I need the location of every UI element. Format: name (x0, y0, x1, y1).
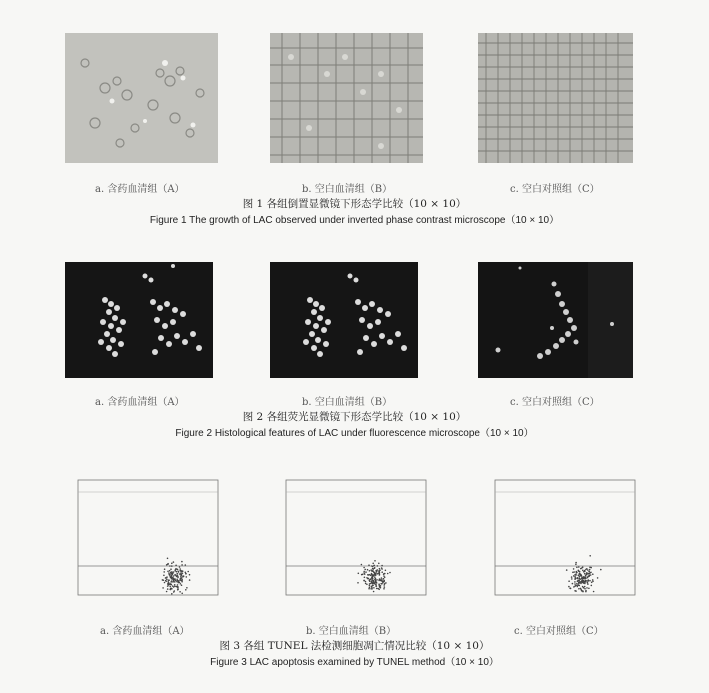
fig2-title-zh: 图 2 各组荧光显微镜下形态学比较（10 × 10） (242, 411, 467, 423)
scatter-event-dot (582, 566, 584, 568)
scatter-event-dot (588, 575, 590, 577)
scatter-event-dot (358, 573, 360, 575)
scatter-event-dot (589, 580, 591, 582)
scatter-event-dot (177, 587, 179, 589)
scatter-event-dot (378, 563, 380, 565)
scatter-event-dot (576, 583, 578, 585)
scatter-event-dot (372, 568, 374, 570)
plot-frame (495, 480, 635, 595)
scatter-event-dot (372, 576, 374, 578)
plot-frame (286, 480, 426, 595)
scatter-event-dot (365, 571, 367, 573)
scatter-event-dot (177, 589, 179, 591)
scatter-event-dot (370, 575, 372, 577)
scatter-event-dot (171, 588, 173, 590)
scatter-event-dot (369, 587, 371, 589)
scatter-event-dot (166, 591, 168, 593)
scatter-event-dot (371, 573, 373, 575)
scatter-event-dot (577, 586, 579, 588)
scatter-event-dot (592, 579, 594, 581)
scatter-event-dot (584, 573, 586, 575)
scatter-event-dot (364, 569, 366, 571)
scatter-event-dot (376, 569, 378, 571)
scatter-event-dot (371, 580, 373, 582)
scatter-event-dot (376, 571, 378, 573)
scatter-event-dot (166, 576, 168, 578)
scatter-event-dot (176, 579, 178, 581)
scatter-event-dot (181, 564, 183, 566)
scatter-event-dot (167, 558, 169, 560)
scatter-event-dot (592, 573, 594, 575)
scatter-event-dot (164, 568, 166, 570)
scatter-event-dot (381, 567, 383, 569)
scatter-event-dot (591, 582, 593, 584)
scatter-event-dot (375, 580, 377, 582)
scatter-event-dot (162, 587, 164, 589)
scatter-event-dot (374, 576, 376, 578)
scatter-event-dot (180, 576, 182, 578)
scatter-event-dot (180, 578, 182, 580)
fig1-caption-a: a. 含药血清组（A） (95, 184, 185, 195)
fig3-caption-a: a. 含药血清组（A） (100, 626, 190, 637)
scatter-event-dot (177, 584, 179, 586)
scatter-event-dot (170, 572, 172, 574)
scatter-event-dot (367, 574, 369, 576)
scatter-event-dot (181, 561, 183, 563)
tunel-scatter-plot-b (278, 478, 428, 608)
scatter-event-dot (377, 565, 379, 567)
scatter-event-dot (592, 581, 594, 583)
scatter-event-dot (378, 584, 380, 586)
scatter-event-dot (378, 589, 380, 591)
scatter-event-dot (584, 577, 586, 579)
scatter-event-dot (384, 586, 386, 588)
scatter-event-dot (364, 577, 366, 579)
scatter-event-dot (366, 584, 368, 586)
scatter-event-dot (374, 583, 376, 585)
scatter-event-dot (371, 582, 373, 584)
scatter-event-dot (593, 591, 595, 593)
scatter-event-dot (385, 570, 387, 572)
scatter-event-dot (579, 579, 581, 581)
scatter-event-dot (584, 583, 586, 585)
scatter-event-dot (166, 578, 168, 580)
scatter-event-dot (575, 562, 577, 564)
scatter-event-dot (179, 573, 181, 575)
scatter-event-dot (576, 567, 578, 569)
scatter-event-dot (384, 576, 386, 578)
fig3-plot-c (487, 478, 637, 608)
scatter-event-dot (173, 586, 175, 588)
scatter-event-dot (376, 588, 378, 590)
scatter-event-dot (187, 571, 189, 573)
scatter-event-dot (584, 588, 586, 590)
scatter-event-dot (600, 569, 602, 571)
scatter-event-dot (169, 575, 171, 577)
scatter-event-dot (578, 566, 580, 568)
scatter-event-dot (181, 570, 183, 572)
scatter-event-dot (375, 578, 377, 580)
scatter-event-dot (571, 578, 573, 580)
scatter-event-dot (585, 580, 587, 582)
scatter-event-dot (176, 569, 178, 571)
scatter-event-dot (574, 583, 576, 585)
scatter-event-dot (173, 561, 175, 563)
scatter-event-dot (590, 572, 592, 574)
scatter-event-dot (370, 588, 372, 590)
scatter-event-dot (379, 578, 381, 580)
scatter-event-dot (163, 575, 165, 577)
scatter-event-dot (578, 588, 580, 590)
scatter-event-dot (170, 568, 172, 570)
scatter-event-dot (581, 579, 583, 581)
scatter-event-dot (164, 582, 166, 584)
scatter-event-dot (582, 570, 584, 572)
fig3-plot-a (70, 478, 220, 608)
plot-frame (78, 480, 218, 595)
scatter-event-dot (169, 570, 171, 572)
scatter-event-dot (579, 576, 581, 578)
scatter-event-dot (363, 580, 365, 582)
scatter-event-dot (588, 588, 590, 590)
scatter-event-dot (179, 568, 181, 570)
scatter-event-dot (589, 567, 591, 569)
scatter-event-dot (586, 568, 588, 570)
scatter-event-dot (373, 591, 375, 593)
scatter-event-dot (372, 566, 374, 568)
scatter-event-dot (379, 586, 381, 588)
fig3-caption-c: c. 空白对照组（C） (514, 626, 604, 637)
scatter-event-dot (179, 566, 181, 568)
scatter-event-dot (189, 574, 191, 576)
scatter-event-dot (169, 565, 171, 567)
scatter-event-dot (373, 587, 375, 589)
scatter-event-dot (365, 581, 367, 583)
scatter-event-dot (368, 564, 370, 566)
scatter-event-dot (575, 577, 577, 579)
fig1-panel-b (270, 33, 423, 163)
scatter-event-dot (363, 567, 365, 569)
scatter-event-dot (182, 576, 184, 578)
scatter-event-dot (578, 583, 580, 585)
scatter-event-dot (582, 591, 584, 593)
scatter-event-dot (185, 589, 187, 591)
scatter-event-dot (176, 581, 178, 583)
scatter-event-dot (577, 578, 579, 580)
scatter-event-dot (181, 575, 183, 577)
scatter-event-dot (171, 578, 173, 580)
scatter-event-dot (179, 570, 181, 572)
scatter-event-dot (580, 568, 582, 570)
scatter-event-dot (381, 571, 383, 573)
scatter-event-dot (357, 582, 359, 584)
fig1-panel-a (65, 33, 218, 163)
scatter-event-dot (597, 577, 599, 579)
scatter-event-dot (167, 585, 169, 587)
scatter-event-dot (385, 582, 387, 584)
phase-contrast-image-b (270, 33, 423, 163)
scatter-event-dot (174, 581, 176, 583)
scatter-event-dot (174, 584, 176, 586)
scatter-event-dot (591, 585, 593, 587)
scatter-event-dot (185, 573, 187, 575)
scatter-event-dot (176, 571, 178, 573)
scatter-event-dot (369, 583, 371, 585)
scatter-event-dot (381, 583, 383, 585)
fig2-caption-c: c. 空白对照组（C） (510, 397, 600, 408)
fluorescence-image-b (270, 262, 418, 378)
scatter-event-dot (573, 575, 575, 577)
scatter-event-dot (174, 579, 176, 581)
scatter-event-dot (175, 565, 177, 567)
fig3-title-zh: 图 3 各组 TUNEL 法检测细胞凋亡情况比较（10 × 10） (219, 640, 490, 652)
scatter-event-dot (587, 582, 589, 584)
scatter-event-dot (182, 572, 184, 574)
fig2-panel-a (65, 262, 213, 378)
scatter-event-dot (575, 590, 577, 592)
fig3-plot-b (278, 478, 428, 608)
scatter-event-dot (372, 570, 374, 572)
scatter-event-dot (586, 573, 588, 575)
scatter-event-dot (577, 584, 579, 586)
scatter-event-dot (177, 573, 179, 575)
scatter-event-dot (583, 587, 585, 589)
scatter-event-dot (372, 574, 374, 576)
scatter-event-dot (363, 571, 365, 573)
scatter-event-dot (367, 569, 369, 571)
scatter-event-dot (383, 573, 385, 575)
scatter-event-dot (573, 568, 575, 570)
scatter-event-dot (568, 586, 570, 588)
scatter-event-dot (369, 570, 371, 572)
scatter-event-dot (568, 580, 570, 582)
scatter-event-dot (387, 573, 389, 575)
scatter-event-dot (587, 580, 589, 582)
scatter-event-dot (163, 579, 165, 581)
scatter-event-dot (381, 577, 383, 579)
scatter-event-dot (167, 581, 169, 583)
scatter-event-dot (178, 571, 180, 573)
scatter-event-dot (374, 560, 376, 562)
scatter-event-dot (177, 576, 179, 578)
scatter-event-dot (171, 584, 173, 586)
scatter-event-dot (173, 591, 175, 593)
scatter-event-dot (365, 583, 367, 585)
scatter-event-dot (369, 580, 371, 582)
fig2-caption-b: b. 空白血清组（B） (302, 397, 393, 408)
scatter-event-dot (172, 581, 174, 583)
scatter-event-dot (172, 573, 174, 575)
scatter-event-dot (370, 579, 372, 581)
scatter-event-dot (375, 585, 377, 587)
scatter-event-dot (170, 581, 172, 583)
scatter-event-dot (168, 572, 170, 574)
scatter-event-dot (379, 574, 381, 576)
fig1-panel-c (478, 33, 633, 163)
scatter-event-dot (389, 572, 391, 574)
scatter-event-dot (189, 579, 191, 581)
fig2-panel-b (270, 262, 418, 378)
fig3-title-en: Figure 3 LAC apoptosis examined by TUNEL method（10 × 10） (210, 657, 499, 668)
scatter-event-dot (167, 571, 169, 573)
fig1-caption-b: b. 空白血清组（B） (302, 184, 393, 195)
scatter-event-dot (571, 576, 573, 578)
scatter-event-dot (363, 572, 365, 574)
scatter-event-dot (369, 585, 371, 587)
scatter-event-dot (372, 585, 374, 587)
scatter-event-dot (179, 580, 181, 582)
scatter-event-dot (181, 593, 183, 595)
scatter-event-dot (585, 575, 587, 577)
scatter-event-dot (361, 574, 363, 576)
scatter-event-dot (580, 589, 582, 591)
scatter-event-dot (566, 569, 568, 571)
scatter-event-dot (582, 577, 584, 579)
tunel-scatter-plot-c (487, 478, 637, 608)
scatter-event-dot (584, 586, 586, 588)
scatter-event-dot (378, 572, 380, 574)
scatter-event-dot (375, 573, 377, 575)
scatter-event-dot (376, 579, 378, 581)
scatter-event-dot (371, 587, 373, 589)
scatter-event-dot (574, 585, 576, 587)
scatter-event-dot (373, 565, 375, 567)
scatter-event-dot (167, 583, 169, 585)
scatter-event-dot (165, 580, 167, 582)
scatter-event-dot (585, 590, 587, 592)
scatter-event-dot (589, 569, 591, 571)
scatter-event-dot (588, 571, 590, 573)
scatter-event-dot (573, 571, 575, 573)
scatter-event-dot (579, 573, 581, 575)
scatter-event-dot (181, 584, 183, 586)
scatter-event-dot (380, 579, 382, 581)
scatter-event-dot (586, 587, 588, 589)
scatter-event-dot (174, 570, 176, 572)
scatter-event-dot (579, 571, 581, 573)
scatter-event-dot (361, 564, 363, 566)
scatter-event-dot (570, 588, 572, 590)
scatter-event-dot (185, 564, 187, 566)
scatter-event-dot (576, 572, 578, 574)
scatter-event-dot (171, 563, 173, 565)
scatter-event-dot (582, 586, 584, 588)
fig2-title-en: Figure 2 Histological features of LAC under fluorescence microscope（10 × 10） (175, 428, 534, 439)
scatter-event-dot (174, 575, 176, 577)
scatter-event-dot (179, 582, 181, 584)
phase-contrast-image-c (478, 33, 633, 163)
scatter-event-dot (169, 586, 171, 588)
fig1-caption-c: c. 空白对照组（C） (510, 184, 600, 195)
scatter-event-dot (372, 581, 374, 583)
scatter-event-dot (173, 575, 175, 577)
scatter-event-dot (381, 565, 383, 567)
scatter-event-dot (179, 591, 181, 593)
scatter-event-dot (580, 583, 582, 585)
phase-contrast-image-a (65, 33, 218, 163)
scatter-event-dot (372, 563, 374, 565)
scatter-event-dot (382, 581, 384, 583)
scatter-event-dot (168, 579, 170, 581)
fig2-caption-a: a. 含药血清组（A） (95, 397, 185, 408)
scatter-event-dot (166, 564, 168, 566)
fig3-caption-b: b. 空白血清组（B） (306, 626, 397, 637)
scatter-event-dot (167, 588, 169, 590)
scatter-event-dot (163, 571, 165, 573)
scatter-event-dot (587, 583, 589, 585)
scatter-event-dot (186, 576, 188, 578)
fluorescence-image-c (478, 262, 633, 378)
scatter-event-dot (368, 578, 370, 580)
scatter-event-dot (379, 570, 381, 572)
fluorescence-image-a (65, 262, 213, 378)
scatter-event-dot (589, 555, 591, 557)
scatter-event-dot (171, 565, 173, 567)
scatter-event-dot (180, 583, 182, 585)
scatter-event-dot (171, 593, 173, 595)
scatter-event-dot (176, 586, 178, 588)
fig1-title-en: Figure 1 The growth of LAC observed under inverted phase contrast microscope（10 × 10） (149, 215, 560, 226)
fig2-panel-c (478, 262, 633, 378)
scatter-event-dot (574, 581, 576, 583)
scatter-event-dot (383, 578, 385, 580)
scatter-event-dot (383, 588, 385, 590)
scatter-event-dot (376, 581, 378, 583)
scatter-event-dot (171, 576, 173, 578)
scatter-event-dot (379, 568, 381, 570)
tunel-scatter-plot-a (70, 478, 220, 608)
fig1-title-zh: 图 1 各组倒置显微镜下形态学比较（10 × 10） (242, 198, 467, 210)
scatter-event-dot (383, 581, 385, 583)
scatter-event-dot (584, 578, 586, 580)
scatter-event-dot (572, 583, 574, 585)
scatter-event-dot (575, 564, 577, 566)
scatter-event-dot (575, 573, 577, 575)
scatter-event-dot (584, 570, 586, 572)
scatter-event-dot (186, 587, 188, 589)
